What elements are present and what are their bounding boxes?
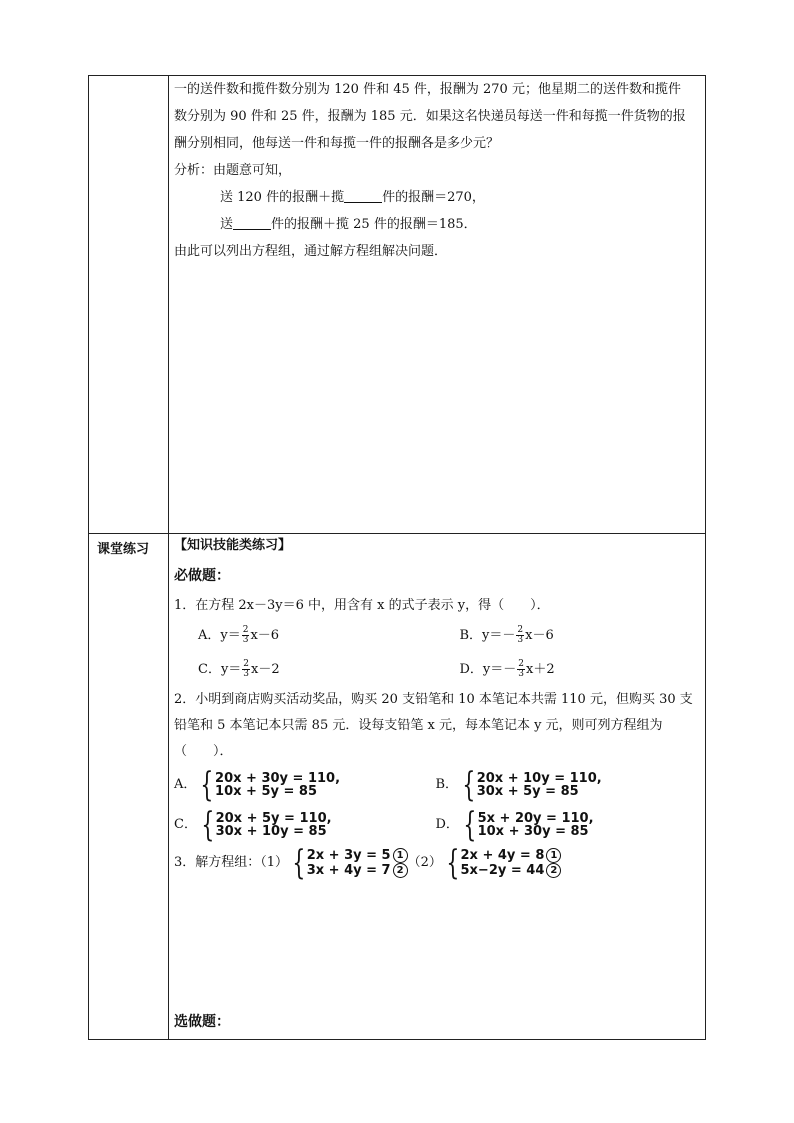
- problem-line: 一的送件数和揽件数分别为 120 件和 45 件，报酬为 270 元；他星期二的送件数和揽件: [174, 82, 681, 97]
- q1-option-c[interactable]: C．y＝ $\frac{2}{3}$ x－2: [198, 659, 280, 679]
- q2-stem-line: （ ）．: [174, 744, 233, 759]
- q1-stem: 1．在方程 2x－3y＝6 中，用含有 x 的式子表示 y，得（ ）．: [174, 598, 550, 613]
- equation-system: { 5x + 20y = 110, 10x + 30y = 85: [463, 805, 594, 845]
- brace-icon: {: [446, 843, 460, 883]
- q1-choices-cd: [174, 653, 697, 687]
- equation-system-2: { 2x + 4y = 8 1 5x−2y = 44 2: [442, 848, 562, 878]
- equation-system: { 20x + 30y = 110, 10x + 5y = 85: [200, 765, 341, 805]
- q1-choices-ab: [174, 619, 697, 653]
- problem-cell: [174, 76, 697, 265]
- equation-system: { 20x + 5y = 110, 30x + 10y = 85: [201, 805, 332, 845]
- q2-stem-line: 2．小明到商店购买活动奖品，购买 20 支铅笔和 10 本笔记本共需 110 元，但购买 30 支: [174, 692, 693, 707]
- q2-choices-ab: [174, 765, 697, 805]
- fraction: $\frac{2}{3}$: [242, 625, 249, 645]
- column-divider: [168, 76, 169, 1039]
- brace-icon: {: [292, 843, 306, 883]
- row-label: 课堂练习: [97, 542, 150, 557]
- fraction: $\frac{2}{3}$: [243, 659, 250, 679]
- problem-line: 酬分别相同，他每送一件和每揽一件的报酬各是多少元？: [174, 136, 500, 151]
- q1-option-b[interactable]: B．y＝－ $\frac{2}{3}$ x－6: [459, 625, 554, 645]
- circled-number-icon: 2: [393, 863, 408, 878]
- q2-choices-cd: [174, 805, 697, 845]
- brace-icon: {: [462, 765, 476, 805]
- q2-stem-line: 铅笔和 5 本笔记本只需 85 元．设每支铅笔 x 元，每本笔记本 y 元，则可列方程组为: [174, 718, 663, 733]
- equation-system-1: { 2x + 3y = 5 1 3x + 4y = 7 2: [288, 848, 408, 878]
- conclusion-line: 由此可以列出方程组，通过解方程组解决问题．: [174, 244, 448, 259]
- optional-heading: 选做题：: [174, 1014, 230, 1030]
- q2-option-c[interactable]: C． { 20x + 5y = 110, 30x + 10y = 85: [174, 805, 332, 845]
- fill-blank[interactable]: [233, 215, 271, 230]
- analysis-line-1: 送 120 件的报酬＋揽 件的报酬＝270，: [220, 190, 485, 205]
- q2-option-b[interactable]: B． { 20x + 10y = 110, 30x + 5y = 85: [435, 765, 602, 805]
- q1-option-a[interactable]: A．y＝ $\frac{2}{3}$ x－6: [198, 625, 280, 645]
- brace-icon: {: [463, 805, 477, 845]
- problem-line: 数分别为 90 件和 25 件，报酬为 185 元．如果这名快递员每送一件和每揽一件货物的报: [174, 109, 686, 124]
- q1-option-d[interactable]: D．y＝－ $\frac{2}{3}$ x＋2: [459, 659, 555, 679]
- q2-option-d[interactable]: D． { 5x + 20y = 110, 10x + 30y = 85: [435, 805, 594, 845]
- q2-option-a[interactable]: A． { 20x + 30y = 110, 10x + 5y = 85: [174, 765, 341, 805]
- equation-system: { 20x + 10y = 110, 30x + 5y = 85: [462, 765, 602, 805]
- brace-icon: {: [201, 805, 215, 845]
- fraction: $\frac{2}{3}$: [518, 659, 525, 679]
- brace-icon: {: [200, 765, 214, 805]
- circled-number-icon: 1: [393, 848, 408, 863]
- analysis-intro: 分析：由题意可知，: [174, 163, 292, 178]
- section-heading: 【知识技能类练习】: [174, 538, 292, 553]
- circled-number-icon: 2: [546, 863, 561, 878]
- circled-number-icon: 1: [546, 848, 561, 863]
- fill-blank[interactable]: [344, 188, 382, 203]
- lesson-table: [88, 75, 706, 1040]
- q3-line: 3．解方程组：（1） { 2x + 3y = 5 1 3x + 4y = 7 2 （2） { 2x + 4y = 8 1 5x−2y = 44 2: [174, 845, 697, 881]
- required-heading: 必做题：: [174, 568, 230, 584]
- exercise-cell: [174, 533, 697, 881]
- fraction: $\frac{2}{3}$: [517, 625, 524, 645]
- analysis-line-2: 送 件的报酬＋揽 25 件的报酬＝185．: [220, 217, 477, 232]
